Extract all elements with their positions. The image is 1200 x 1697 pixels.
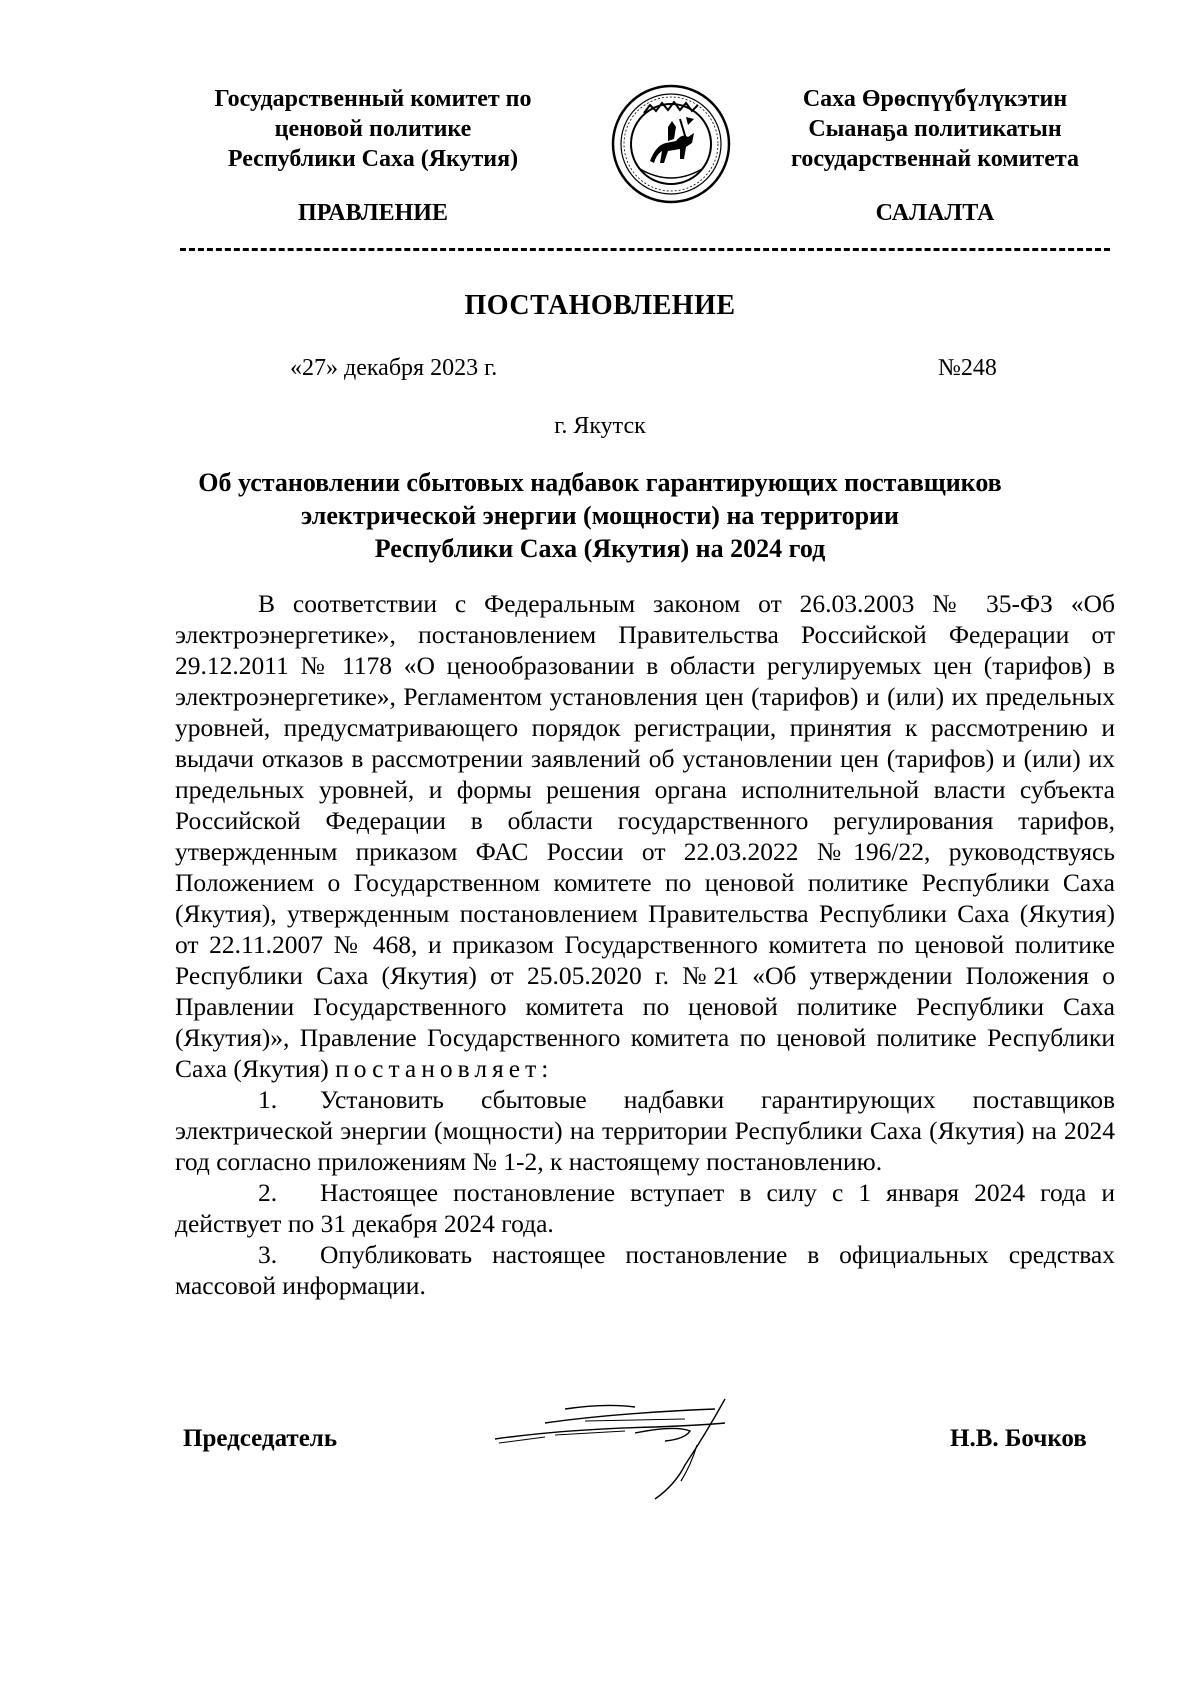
item-text: Настоящее постановление вступает в силу с 1 января 2024 года и действует по 31 декабря 2024 года. (175, 1178, 1115, 1238)
header-org-sakha-line: государственнай комитета (791, 146, 1079, 172)
document-number: №248 (938, 355, 997, 381)
header-org-ru-line: Государственный комитет по (214, 86, 532, 112)
header-org-ru (178, 84, 568, 174)
document-type-title: ПОСТАНОВЛЕНИЕ (464, 290, 736, 321)
resolution-item (175, 1177, 1115, 1239)
item-text: Опубликовать настоящее постановление в официальных средствах массовой информации. (175, 1240, 1115, 1300)
handwritten-signature (485, 1395, 785, 1505)
item-number: 2. (258, 1178, 278, 1207)
item-number: 3. (258, 1240, 278, 1269)
header-org-ru-line: ценовой политике (274, 116, 472, 142)
header-org-sakha (735, 84, 1135, 174)
header-org-ru-line: Республики Саха (Якутия) (227, 146, 519, 172)
preamble-paragraph (175, 588, 1115, 1084)
emblem-seal-icon (610, 83, 732, 205)
signatory-role: Председатель (183, 1425, 338, 1452)
resolution-item (175, 1239, 1115, 1301)
board-label-ru: ПРАВЛЕНИЕ (298, 200, 448, 226)
signatory-name: Н.В. Бочков (950, 1425, 1087, 1452)
subject-line: Республики Саха (Якутия) на 2024 год (374, 534, 826, 563)
item-number: 1. (258, 1085, 278, 1114)
preamble-text: В соответствии с Федеральным законом от 26.03.2003 № 35-ФЗ «Об электроэнергетике», постановлением Правительства Российской Федерации от 29.12.2011 № 1178 «О ценообразовании в области регулируемых цен (тарифов) в электроэнергетике», Регламентом установления цен (тарифов) и (или) их предельных уровней, предусматривающего порядок регистрации, принятия к рассмотрению и выдачи отказов в рассмотрении заявлений об установлении цен (тарифов) и (или) их предельных уровней, и формы решения органа исполнительной власти субъекта Российской Федерации в области государственного регулирования тарифов, утвержденным приказом ФАС России от 22.03.2022 №196/22, руководствуясь Положением о Государственном комитете по ценовой политике Республики Саха (Якутия), утвержденным постановлением Правительства Республики Саха (Якутия) от 22.11.2007 № 468, и приказом Государственного комитета по ценовой политике Республики Саха (Якутия) от 25.05.2020 г. №21 «Об утверждении Положения о Правлении Государственного комитета по ценовой политике Республики Саха (Якутия)», Правление Государственного комитета по ценовой политике Республики Саха (Якутия) (175, 589, 1115, 1083)
header-org-sakha-line: Саха Өрөспүүбүлүкэтин (802, 86, 1068, 112)
item-text: Установить сбытовые надбавки гарантирующих поставщиков электрической энергии (мощности) на территории Республики Саха (Якутия) на 2024 год согласно приложениям № 1-2, к настоящему постановлению. (175, 1085, 1115, 1176)
document-subject (150, 466, 1050, 565)
document-city: г. Якутск (554, 413, 646, 439)
subject-line: электрической энергии (мощности) на территории (300, 501, 899, 530)
subject-line: Об установлении сбытовых надбавок гарантирующих поставщиков (198, 468, 1002, 497)
document-date: «27» декабря 2023 г. (290, 355, 498, 381)
header-org-sakha-line: Сыанаҕа политикатын (808, 116, 1062, 142)
resolution-item (175, 1084, 1115, 1177)
resolves-word: постановляет: (335, 1054, 554, 1083)
header-divider (180, 248, 1110, 251)
board-label-sakha: САЛАЛТА (875, 200, 995, 226)
document-body (175, 588, 1115, 1301)
